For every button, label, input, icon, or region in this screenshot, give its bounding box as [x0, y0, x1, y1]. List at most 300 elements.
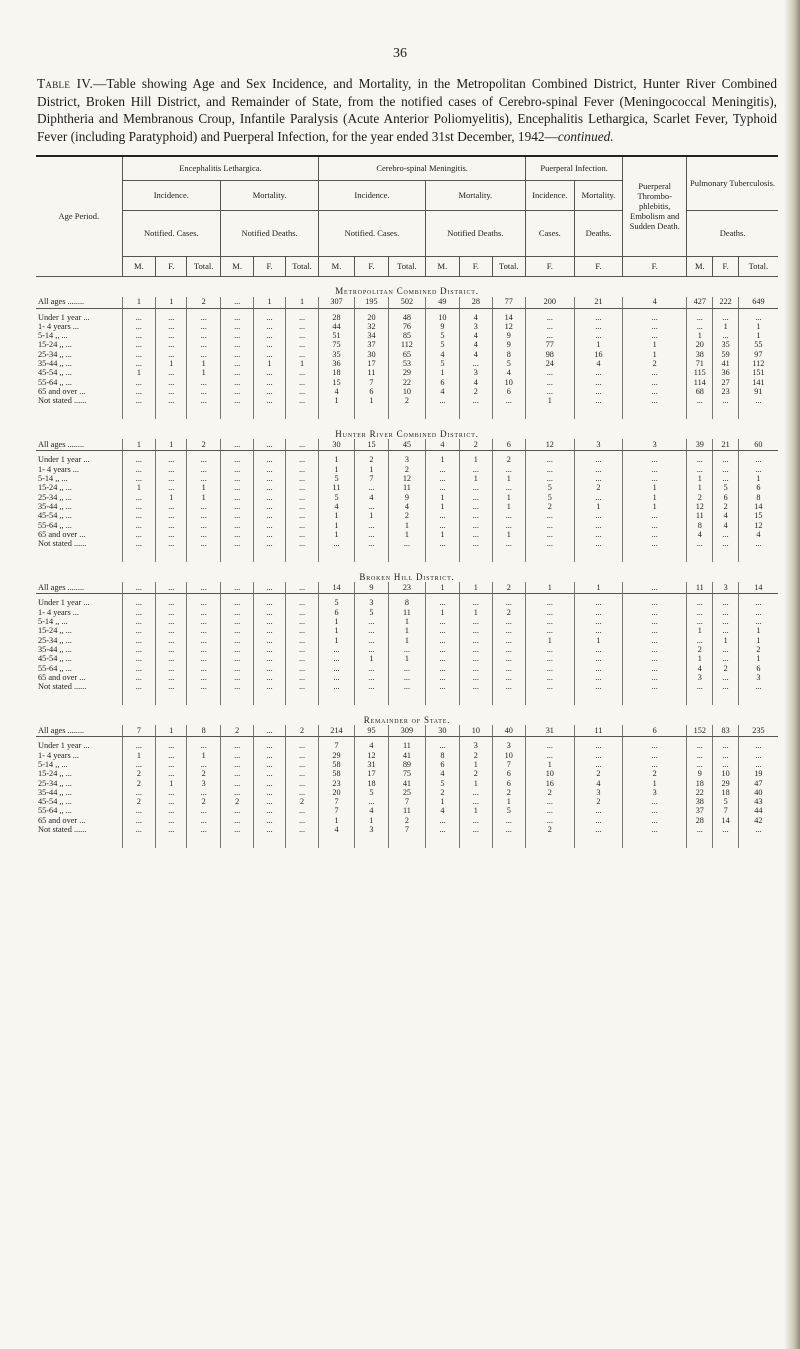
table-cell: ... — [389, 664, 425, 673]
table-cell: ... — [687, 636, 713, 645]
table-row — [36, 340, 778, 349]
table-cell: 91 — [738, 387, 778, 396]
table-cell: ... — [354, 617, 388, 626]
table-cell: 76 — [389, 322, 425, 331]
table-cell: ... — [122, 617, 155, 626]
table-cell: 5 — [492, 806, 525, 815]
spacer-cell — [425, 548, 459, 562]
table-cell: ... — [525, 751, 574, 760]
table-cell: ... — [525, 539, 574, 548]
table-cell: 2 — [220, 797, 253, 806]
spacer-cell — [254, 405, 285, 419]
table-cell: ... — [254, 626, 285, 635]
table-cell: ... — [156, 645, 187, 654]
table-cell: ... — [285, 682, 318, 691]
table-cell: 3 — [574, 788, 623, 797]
table-cell: ... — [460, 539, 492, 548]
table-cell: ... — [220, 483, 253, 492]
table-cell: ... — [460, 645, 492, 654]
table-cell: 97 — [738, 350, 778, 359]
table-cell: 11 — [574, 725, 623, 737]
table-cell: ... — [425, 664, 459, 673]
table-cell: ... — [713, 751, 738, 760]
table-cell: ... — [156, 636, 187, 645]
table-cell: ... — [122, 816, 155, 825]
table-row — [36, 673, 778, 682]
table-cell: 4 — [687, 530, 713, 539]
table-row — [36, 455, 778, 464]
table-cell: ... — [156, 530, 187, 539]
table-cell: 1 — [460, 760, 492, 769]
table-cell: ... — [525, 741, 574, 750]
table-cell: ... — [285, 645, 318, 654]
table-cell: 152 — [687, 725, 713, 737]
table-cell: 1 — [354, 511, 388, 520]
table-cell: 4 — [623, 297, 687, 309]
table-cell: ... — [354, 530, 388, 539]
row-label: 1- 4 years ... — [38, 464, 80, 474]
table-row — [36, 636, 778, 645]
table-cell: 151 — [738, 368, 778, 377]
table-cell: 1 — [460, 608, 492, 617]
table-cell: 27 — [713, 378, 738, 387]
table-cell: ... — [425, 465, 459, 474]
table-cell: 6 — [319, 608, 354, 617]
spacer-cell — [156, 405, 187, 419]
table-cell: ... — [187, 455, 220, 464]
table-cell: ... — [220, 598, 253, 607]
table-cell: ... — [525, 474, 574, 483]
table-cell: ... — [285, 474, 318, 483]
table-cell: ... — [254, 825, 285, 834]
table-cell: ... — [713, 654, 738, 663]
spacer-cell — [389, 548, 425, 562]
table-cell: 1 — [285, 359, 318, 368]
table-cell: ... — [254, 806, 285, 815]
statistics-table — [36, 155, 778, 848]
table-cell: ... — [574, 626, 623, 635]
table-cell: 1 — [687, 626, 713, 635]
table-cell: ... — [623, 582, 687, 594]
table-cell: 2 — [525, 502, 574, 511]
table-cell: ... — [254, 816, 285, 825]
table-cell: 1 — [319, 455, 354, 464]
table-cell: 75 — [319, 340, 354, 349]
table-cell: 98 — [525, 350, 574, 359]
table-cell: 2 — [492, 788, 525, 797]
table-cell: ... — [525, 617, 574, 626]
table-cell: ... — [187, 350, 220, 359]
table-cell: 8 — [389, 598, 425, 607]
table-cell: 20 — [354, 313, 388, 322]
table-cell: ... — [525, 797, 574, 806]
table-cell: 1 — [122, 483, 155, 492]
row-label: All ages ........ — [36, 297, 122, 309]
table-cell: ... — [319, 664, 354, 673]
table-cell: 1 — [156, 725, 187, 737]
table-cell: ... — [156, 322, 187, 331]
header-enceph-notified-cases: Notified. Cases. — [122, 210, 220, 256]
table-cell: 2 — [285, 797, 318, 806]
table-cell: 649 — [738, 297, 778, 309]
table-cell: 1 — [187, 359, 220, 368]
table-cell: ... — [122, 636, 155, 645]
table-cell: ... — [254, 483, 285, 492]
table-cell: ... — [156, 511, 187, 520]
table-cell: ... — [220, 806, 253, 815]
table-cell: 2 — [623, 769, 687, 778]
table-cell: ... — [220, 673, 253, 682]
table-cell: ... — [738, 465, 778, 474]
table-cell: ... — [525, 368, 574, 377]
table-cell: ... — [285, 806, 318, 815]
table-cell: ... — [687, 741, 713, 750]
table-cell: 1 — [492, 530, 525, 539]
table-cell: ... — [623, 368, 687, 377]
table-row — [36, 751, 778, 760]
table-cell: 4 — [425, 350, 459, 359]
spacer-row — [36, 548, 778, 562]
spacer-cell — [122, 691, 155, 705]
table-cell: ... — [156, 751, 187, 760]
header-f: F. — [354, 256, 388, 276]
spacer-row — [36, 691, 778, 705]
table-cell: ... — [122, 511, 155, 520]
table-cell: ... — [122, 396, 155, 405]
spacer-cell — [425, 834, 459, 848]
table-cell: ... — [574, 511, 623, 520]
table-cell: ... — [122, 806, 155, 815]
table-cell: ... — [220, 636, 253, 645]
spacer-cell — [122, 548, 155, 562]
table-cell: 77 — [492, 297, 525, 309]
table-cell: ... — [220, 322, 253, 331]
table-cell: 1 — [460, 582, 492, 594]
header-m: M. — [425, 256, 459, 276]
table-cell: ... — [623, 617, 687, 626]
table-cell: ... — [354, 539, 388, 548]
section-title: Hunter River Combined District. — [335, 429, 479, 440]
spacer-cell — [713, 691, 738, 705]
table-cell: ... — [574, 387, 623, 396]
table-cell: ... — [285, 636, 318, 645]
table-cell: ... — [220, 359, 253, 368]
row-label: 35-44 ,, ... — [38, 787, 72, 797]
table-row — [36, 331, 778, 340]
table-cell: ... — [254, 788, 285, 797]
table-cell: ... — [220, 368, 253, 377]
table-cell: ... — [687, 465, 713, 474]
table-cell: 1 — [425, 502, 459, 511]
table-cell: ... — [220, 511, 253, 520]
header-pulmonary-deaths: Deaths. — [687, 210, 778, 256]
spacer-cell — [574, 405, 623, 419]
table-cell: 1 — [319, 530, 354, 539]
table-cell: ... — [319, 539, 354, 548]
table-cell: ... — [187, 788, 220, 797]
table-cell: 222 — [713, 297, 738, 309]
spacer-cell — [687, 834, 713, 848]
table-cell: 4 — [738, 530, 778, 539]
spacer-cell — [460, 691, 492, 705]
table-cell: ... — [492, 682, 525, 691]
spacer-cell — [122, 405, 155, 419]
table-cell: ... — [254, 511, 285, 520]
table-cell: ... — [122, 474, 155, 483]
spacer-cell — [460, 548, 492, 562]
spacer-cell — [623, 405, 687, 419]
spacer-cell — [36, 548, 122, 562]
table-cell: 4 — [460, 378, 492, 387]
table-cell: 2 — [187, 297, 220, 309]
table-cell: ... — [156, 598, 187, 607]
table-cell: ... — [525, 654, 574, 663]
table-cell: ... — [285, 664, 318, 673]
table-cell: 2 — [187, 769, 220, 778]
header-age-period: Age Period. — [36, 156, 122, 276]
table-cell: ... — [525, 645, 574, 654]
table-cell: ... — [187, 617, 220, 626]
table-cell: 1 — [187, 368, 220, 377]
table-cell: ... — [525, 530, 574, 539]
table-cell: ... — [285, 387, 318, 396]
table-cell: ... — [187, 396, 220, 405]
table-cell: 1 — [738, 626, 778, 635]
table-row — [36, 378, 778, 387]
table-cell: 19 — [738, 769, 778, 778]
table-cell: 12 — [525, 439, 574, 451]
table-cell: 2 — [687, 645, 713, 654]
table-cell: ... — [354, 664, 388, 673]
table-cell: ... — [156, 331, 187, 340]
table-cell: 10 — [713, 769, 738, 778]
table-cell: 89 — [389, 760, 425, 769]
row-label: Under 1 year ... — [38, 741, 90, 751]
table-cell: 43 — [738, 797, 778, 806]
table-cell: ... — [574, 617, 623, 626]
table-cell: ... — [738, 539, 778, 548]
table-cell: 10 — [492, 378, 525, 387]
table-cell: ... — [460, 483, 492, 492]
table-cell: 36 — [713, 368, 738, 377]
table-cell: ... — [220, 825, 253, 834]
table-cell: ... — [122, 359, 155, 368]
table-row — [36, 797, 778, 806]
table-cell: ... — [460, 673, 492, 682]
table-cell: ... — [254, 636, 285, 645]
header-cerebro-notified-deaths: Notified Deaths. — [425, 210, 525, 256]
table-cell: ... — [285, 751, 318, 760]
table-cell: 195 — [354, 297, 388, 309]
table-cell: 2 — [220, 725, 253, 737]
table-cell: ... — [425, 673, 459, 682]
table-cell: ... — [254, 455, 285, 464]
table-cell: 30 — [319, 439, 354, 451]
table-cell: ... — [156, 664, 187, 673]
table-row — [36, 511, 778, 520]
table-cell: ... — [574, 313, 623, 322]
table-cell: ... — [254, 474, 285, 483]
table-cell: ... — [713, 741, 738, 750]
table-cell: 1 — [319, 521, 354, 530]
table-cell: ... — [574, 331, 623, 340]
table-cell: ... — [254, 608, 285, 617]
table-row — [36, 825, 778, 834]
table-cell: ... — [187, 465, 220, 474]
table-cell: ... — [156, 502, 187, 511]
row-label: 1- 4 years ... — [38, 750, 80, 760]
table-body — [36, 276, 778, 848]
table-cell: ... — [354, 797, 388, 806]
table-cell: 16 — [574, 350, 623, 359]
spacer-cell — [354, 691, 388, 705]
table-cell: ... — [187, 313, 220, 322]
all-ages-row — [36, 725, 778, 737]
table-row — [36, 617, 778, 626]
table-cell: 11 — [687, 511, 713, 520]
table-cell: 68 — [687, 387, 713, 396]
table-cell: ... — [187, 806, 220, 815]
table-cell: ... — [220, 626, 253, 635]
table-cell: ... — [187, 825, 220, 834]
table-cell: ... — [623, 760, 687, 769]
table-cell: ... — [713, 825, 738, 834]
table-cell: ... — [574, 322, 623, 331]
table-cell: ... — [492, 483, 525, 492]
table-cell: ... — [220, 530, 253, 539]
table-cell: 18 — [319, 368, 354, 377]
table-cell: ... — [713, 396, 738, 405]
table-cell: ... — [187, 664, 220, 673]
table-cell: 1 — [738, 654, 778, 663]
table-cell: 4 — [713, 521, 738, 530]
table-cell: 6 — [738, 483, 778, 492]
table-cell: ... — [623, 682, 687, 691]
table-cell: 9 — [389, 493, 425, 502]
table-cell: ... — [254, 617, 285, 626]
table-cell: 1 — [525, 582, 574, 594]
caption-text: —Table showing Age and Sex Incidence, and Mortality, in the Metropolitan Combined District, Hunter River Combined District, Broken Hill District, and Remainder of State, from the notified cases of Cerebro-spinal Fever (Meningococcal Meningitis), Diphtheria and Membranous Croup, Infantile Paralysis (Acute Anterior Poliomyelitis), Encephalitis Lethargica, Scarlet Fever, Typhoid Fever (including Paratyphoid) and Puerperal Infection, for the year ended 31st December, 1942— — [37, 76, 777, 144]
table-cell: ... — [122, 387, 155, 396]
table-cell: 1 — [319, 396, 354, 405]
table-cell: 141 — [738, 378, 778, 387]
table-cell: ... — [156, 465, 187, 474]
table-cell: 9 — [425, 322, 459, 331]
table-cell: ... — [220, 741, 253, 750]
table-cell: ... — [713, 673, 738, 682]
table-cell: ... — [738, 751, 778, 760]
header-puerperal: Puerperal Infection. — [525, 156, 622, 180]
table-cell: 1 — [389, 617, 425, 626]
table-cell: 4 — [460, 340, 492, 349]
table-cell: ... — [156, 313, 187, 322]
table-cell: ... — [220, 582, 253, 594]
table-cell: 5 — [425, 340, 459, 349]
table-cell: ... — [687, 455, 713, 464]
table-cell: 7 — [122, 725, 155, 737]
table-cell: 3 — [354, 825, 388, 834]
table-cell: 35 — [713, 340, 738, 349]
table-cell: 11 — [319, 483, 354, 492]
table-cell: 12 — [354, 751, 388, 760]
table-cell: 5 — [492, 359, 525, 368]
table-cell: 5 — [525, 493, 574, 502]
table-cell: ... — [285, 465, 318, 474]
table-row — [36, 788, 778, 797]
table-cell: 1 — [254, 297, 285, 309]
table-cell: ... — [574, 608, 623, 617]
table-cell: 75 — [389, 769, 425, 778]
table-cell: 1 — [623, 493, 687, 502]
spacer-cell — [220, 548, 253, 562]
table-cell: ... — [460, 502, 492, 511]
table-cell: ... — [285, 530, 318, 539]
table-cell: 44 — [738, 806, 778, 815]
table-row — [36, 493, 778, 502]
table-row — [36, 779, 778, 788]
table-cell: ... — [623, 396, 687, 405]
table-cell: 4 — [354, 493, 388, 502]
table-cell: 2 — [525, 788, 574, 797]
header-f: F. — [525, 256, 574, 276]
table-cell: 2 — [492, 608, 525, 617]
table-cell: 3 — [460, 368, 492, 377]
header-total: Total. — [738, 256, 778, 276]
table-cell: ... — [285, 521, 318, 530]
table-cell: ... — [687, 760, 713, 769]
row-label: 65 and over ... — [38, 386, 86, 396]
table-cell: ... — [623, 465, 687, 474]
table-cell: ... — [738, 760, 778, 769]
table-cell: ... — [156, 617, 187, 626]
table-cell: 11 — [687, 582, 713, 594]
table-cell: ... — [254, 682, 285, 691]
spacer-cell — [713, 548, 738, 562]
table-cell: ... — [687, 396, 713, 405]
table-cell: ... — [156, 455, 187, 464]
spacer-cell — [254, 834, 285, 848]
table-cell: 2 — [574, 797, 623, 806]
table-cell: 2 — [285, 725, 318, 737]
table-cell: ... — [156, 797, 187, 806]
table-cell: 22 — [389, 378, 425, 387]
table-cell: ... — [122, 788, 155, 797]
table-cell: ... — [623, 741, 687, 750]
table-cell: ... — [122, 539, 155, 548]
table-cell: ... — [220, 502, 253, 511]
table-cell: ... — [187, 673, 220, 682]
table-cell: ... — [285, 654, 318, 663]
table-cell: ... — [156, 340, 187, 349]
table-cell: ... — [623, 797, 687, 806]
table-cell: ... — [122, 322, 155, 331]
table-cell: 10 — [460, 725, 492, 737]
table-cell: 6 — [425, 378, 459, 387]
table-cell: 23 — [713, 387, 738, 396]
table-cell: 6 — [738, 664, 778, 673]
table-cell: 1 — [492, 797, 525, 806]
spacer-cell — [36, 691, 122, 705]
table-cell: 4 — [574, 359, 623, 368]
table-cell: 2 — [187, 797, 220, 806]
table-cell: ... — [738, 825, 778, 834]
row-label: 5-14 ,, ... — [38, 617, 68, 627]
table-cell: ... — [525, 626, 574, 635]
table-cell: ... — [220, 350, 253, 359]
table-cell: 83 — [713, 725, 738, 737]
table-cell: 1 — [156, 439, 187, 451]
table-cell: 18 — [713, 788, 738, 797]
